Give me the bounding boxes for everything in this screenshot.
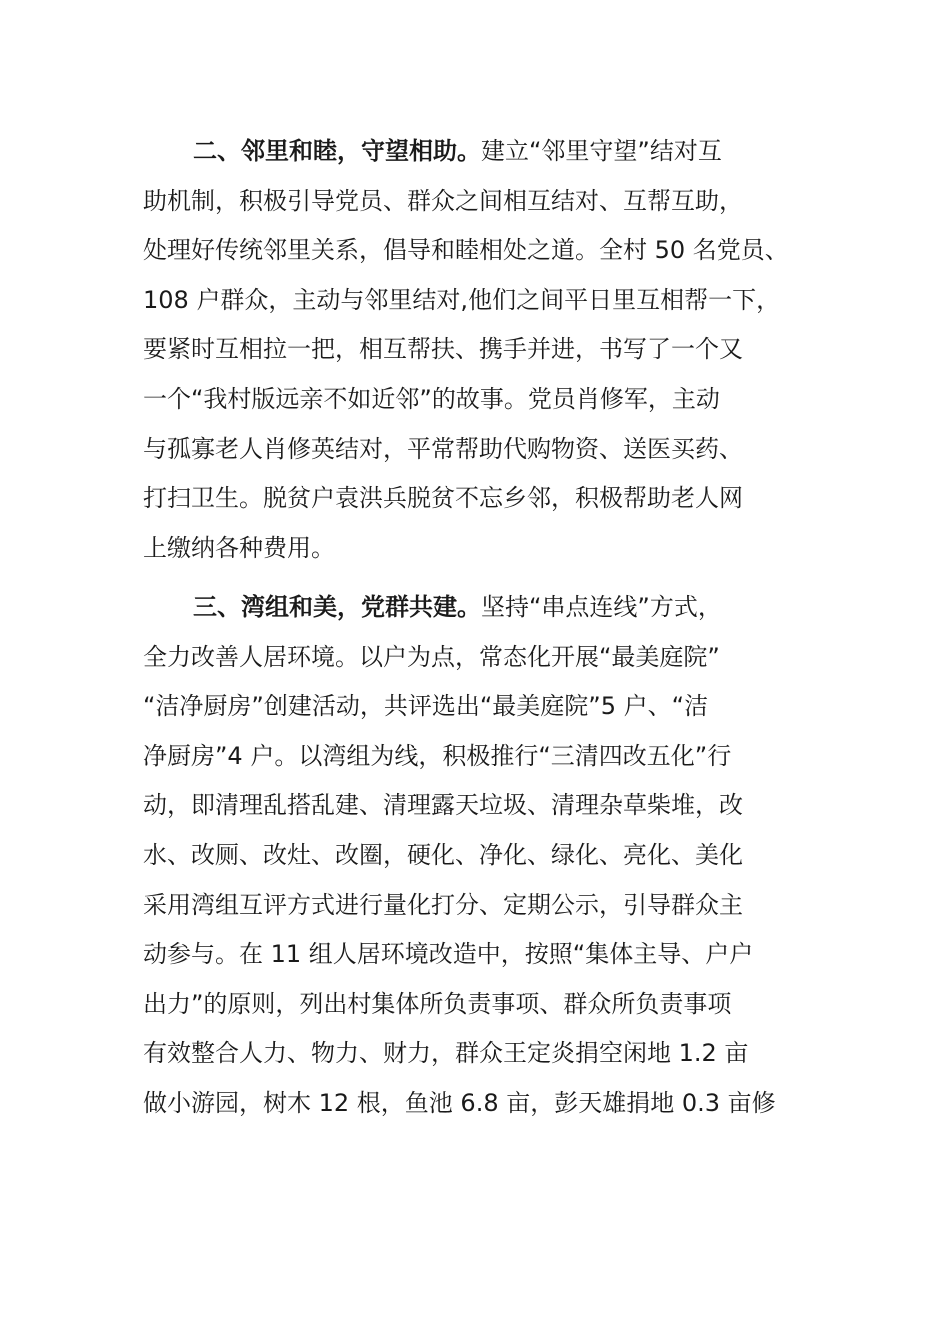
body-line: 净厨房”4 户。以湾组为线，积极推行“三清四改五化”行 [143,741,732,770]
body-line: 108 户群众，主动与邻里结对,他们之间平日里互相帮一下， [143,285,781,314]
body-line: 水、改厕、改灶、改圈，硬化、净化、绿化、亮化、美化 [143,840,743,869]
body-text: 建立“邻里守望”结对互 [481,137,722,165]
paragraph-first-line [143,583,815,633]
body-line: 助机制，积极引导党员、群众之间相互结对、互帮互助， [143,186,743,215]
body-line: 处理好传统邻里关系，倡导和睦相处之道。全村 50 名党员、 [143,236,789,265]
body-line: 上缴纳各种费用。 [143,533,335,562]
body-line: 要紧时互相拉一把，相互帮扶、携手并进，书写了一个又 [143,335,743,364]
paragraph-heading: 三、湾组和美，党群共建。 [193,593,481,621]
body-line: 与孤寡老人肖修英结对，平常帮助代购物资、送医买药、 [143,434,743,463]
body-text: 坚持“串点连线”方式， [481,593,722,621]
body-line: 有效整合人力、物力、财力，群众王定炎捐空闲地 1.2 亩 [143,1039,749,1068]
body-line: 动参与。在 11 组人居环境改造中，按照“集体主导、户户 [143,940,754,969]
paragraph-village-harmony [143,583,815,1129]
body-line: 动，即清理乱搭乱建、清理露天垃圾、清理杂草柴堆，改 [143,791,743,820]
body-line: 打扫卫生。脱贫户袁洪兵脱贫不忘乡邻，积极帮助老人网 [143,484,743,513]
body-line: 全力改善人居环境。以户为点，常态化开展“最美庭院” [143,642,720,671]
body-line: 采用湾组互评方式进行量化打分、定期公示，引导群众主 [143,890,743,919]
paragraph-neighborly-harmony [143,127,815,573]
body-line: 一个“我村版远亲不如近邻”的故事。党员肖修军，主动 [143,384,720,413]
body-line: 出力”的原则，列出村集体所负责事项、群众所负责事项 [143,989,732,1018]
body-line: 做小游园，树木 12 根，鱼池 6.8 亩，彭天雄捐地 0.3 亩修 [143,1088,776,1117]
paragraph-first-line [143,127,815,177]
paragraph-heading: 二、邻里和睦，守望相助。 [193,137,481,165]
body-line: “洁净厨房”创建活动，共评选出“最美庭院”5 户、“洁 [143,692,709,721]
